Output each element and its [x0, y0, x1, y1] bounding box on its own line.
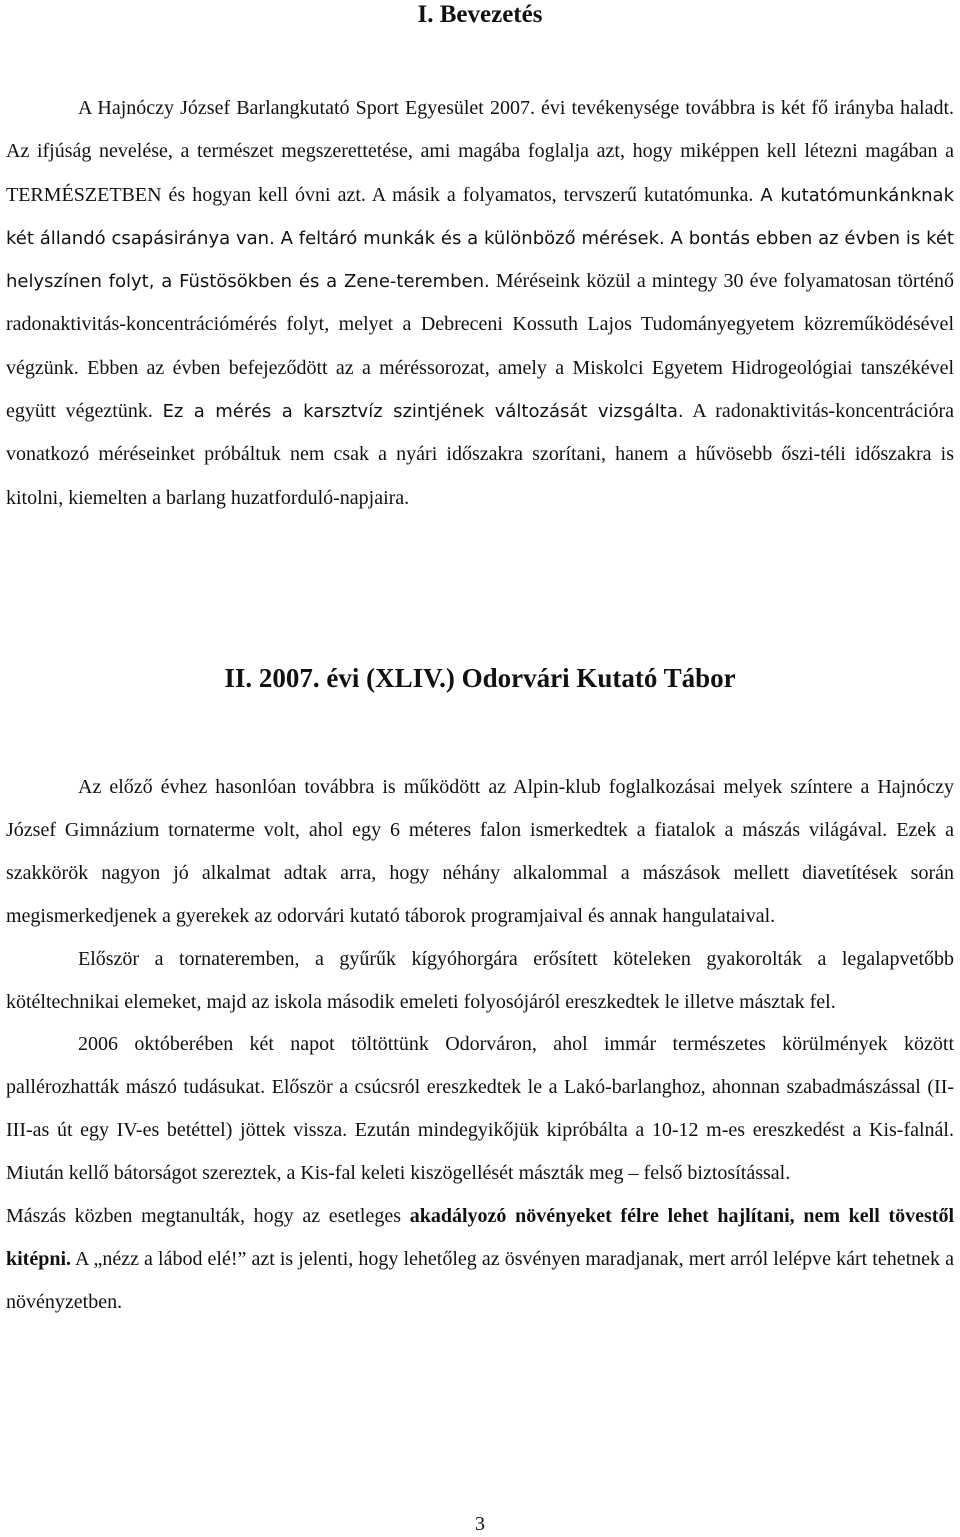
intro-sentence-3: Méréseink közül a mintegy 30 éve folyamatosan történő radonaktivitás-koncentrációmérés folyt, melyet a Debreceni Kossuth Lajos Tudományegyetem közreműködésével végzünk. [6, 270, 955, 379]
heading-introduction: I. Bevezetés [417, 1, 543, 28]
intro-sentence-6: A radonaktivitás-koncentrációra vonatkozó méréseinket próbáltuk nem csak a nyári időszakra szorítani, hanem a hűvösebb őszi-téli időszakra is kitolni, kiemelten a barlang huzatforduló-napjaira. [6, 400, 955, 509]
intro-sentence-2: A kutatómunkánknak két állandó csapásiránya van. A feltáró munkák és a különböző mérések. A bontás ebben az évben is két helyszínen folyt, a Füstösökben és a Zene-teremben. [6, 184, 955, 293]
paragraph-gym-training: Először a tornateremben, a gyűrűk kígyóhorgára erősített köteleken gyakorolták a legalapvetőbb kötéltechnikai elemeket, majd az iskola második emeleti folyosójáról ereszkedtek le illetve másztak fel. [6, 947, 954, 1013]
paragraph-alpin-club [6, 766, 954, 938]
paragraph-plants-post: A „nézz a lábod elé!” azt is jelenti, hogy lehetőleg az ösvényen maradjanak, mert arról lelépve kárt tehetnek a növényzetben. [6, 1247, 955, 1313]
section-introduction [6, 87, 954, 520]
intro-sentence-1: A Hajnóczy József Barlangkutató Sport Egyesület 2007. évi tevékenysége továbbra is két fő irányba haladt. Az ifjúság nevelése, a természet megszerettetése, ami magába foglalja azt, hogy miképpen kell létezni magában a TERMÉSZETBEN és hogyan kell óvni azt. A másik a folyamatos, tervszerű kutatómunka. [6, 97, 954, 206]
intro-sentence-5: Ez a mérés a karsztvíz szintjének változását vizsgálta. [162, 401, 684, 423]
paragraph-october-trip-part-1: 2006 októberében két napot töltöttünk Odorváron, ahol immár természetes körülmények között pallérozhatták mászó tudásukat. [6, 1033, 954, 1099]
paragraph-plants-pre: Mászás közben megtanulták, hogy az esetleges [6, 1205, 401, 1228]
paragraph-october-trip [6, 1023, 954, 1195]
paragraph-october-trip-part-2: Először a csúcsról ereszkedtek le a Lakó-barlanghoz, ahonnan szabadmászással (II-III-as út egy IV-es betéttel) jöttek vissza. Ezután mindegyikőjük kipróbálta a 10-12 m-es ereszkedést a Kis-falnál. [6, 1076, 955, 1142]
heading-odorvar-camp: II. 2007. évi (XLIV.) Odorvári Kutató Tábor [224, 663, 736, 693]
paragraph-plants-bold: akadályozó növényeket félre lehet hajlítani, nem kell tövestől kitépni. [6, 1205, 955, 1270]
paragraph-october-trip-part-3: Miután kellő bátorságot szereztek, a Kis-fal keleti kiszögellését mászták meg – felső biztosítással. [6, 1162, 791, 1185]
intro-sentence-4: Ebben az évben befejeződött az a méréssorozat, amely a Miskolci Egyetem Hidrogeológiai tanszékével együtt végeztünk. [6, 356, 955, 423]
paragraph-alpin-club-part-2: Ezek a szakkörök nagyon jó alkalmat adtak arra, hogy néhány alkalommal a mászások mellett diavetítések során megismerkedjenek a gyerekek az odorvári kutató táborok programjaival és annak hangulataival. [6, 818, 955, 927]
paragraph-alpin-club-part-1: Az előző évhez hasonlóan továbbra is működött az Alpin-klub foglalkozásai melyek színtere a Hajnóczy József Gimnázium tornaterme volt, ahol egy 6 méteres falon ismerkedtek a fiatalok a mászás világával. [6, 776, 954, 841]
section-odorvar-camp [6, 766, 954, 1324]
intro-paragraph [6, 87, 954, 520]
page-number: 3 [475, 1513, 485, 1535]
paragraph-plants [6, 1195, 954, 1324]
